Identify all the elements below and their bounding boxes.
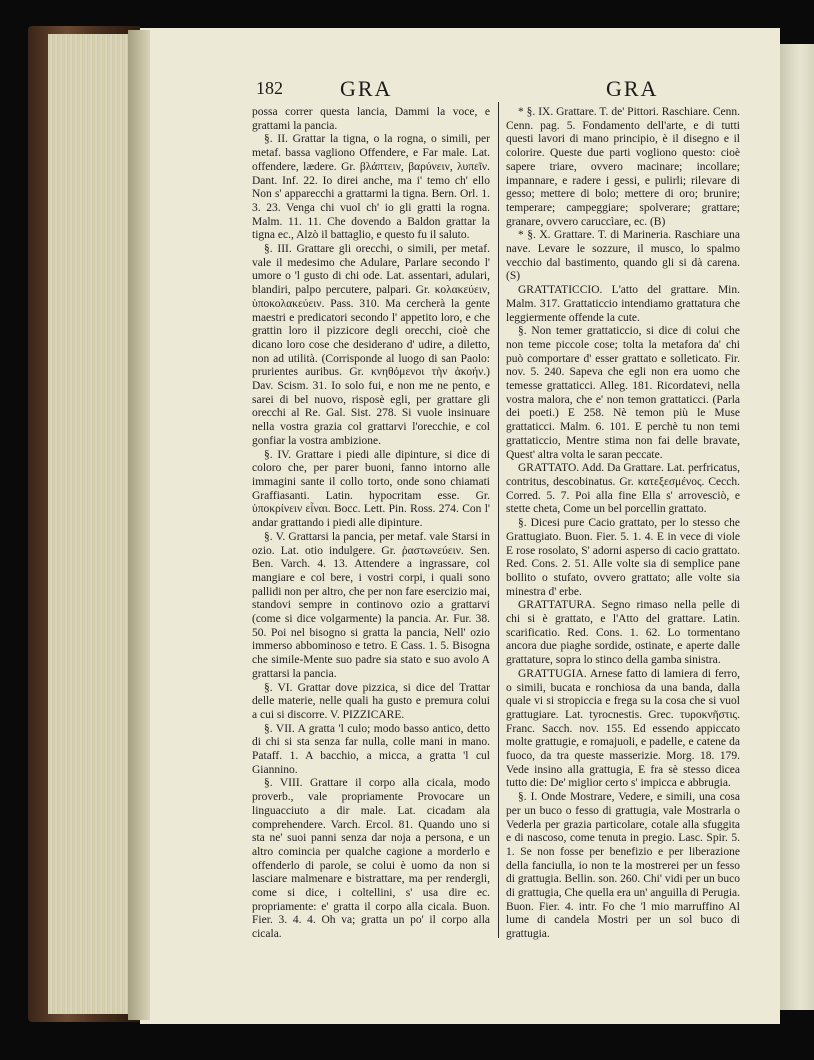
paragraph: §. IV. Grattare i piedi alle dipinture, si dice di coloro che, per parer buoni, fanno intorno alle immagini sante il collo torto, onde sono chiamati Graffiasanti. Latin. hypocritam esse. Gr. ὑποκρίνειν εἶναι. Bocc. Lett. Pin. Ross. 274. Con l' andar grattando i piedi alle dipinture. <box>252 448 490 530</box>
running-header <box>256 74 659 104</box>
page-number: 182 <box>256 78 283 98</box>
paragraph: §. VII. A gratta 'l culo; modo basso antico, detto di chi si sta senza far nulla, colle mani in mano. Pataff. 1. A bacchio, a micca, a gratta 'l cul Giannino. <box>252 722 490 776</box>
guide-word-right: GRA <box>606 76 659 101</box>
paragraph: * §. X. Grattare. T. di Marineria. Raschiare una nave. Levare le sozzure, il musco, lo spalmo vecchio dal bastimento, quando gli si dà carena. (S) <box>506 229 740 283</box>
paragraph: §. VIII. Grattare il corpo alla cicala, modo proverb., vale propriamente Provocare un linguacciuto a dir male. Lat. cicadam ala comprehendere. Varch. Ercol. 81. Quando uno si sta ne' suoi panni senza dar noja a persona, e un altro comincia per qualche cagione a morderlo e offenderlo di parole, se colui è uomo da non si lasciare malmenare e bistrattare, ma per rendergli, come si dice, i coltellini, s' usa dire ec. propriamente: e' gratta il corpo alla cicala. Buon. Fier. 3. 4. 4. Oh va; gratta un po' il corpo alla cicala. <box>252 777 490 941</box>
book-gutter <box>128 30 150 1020</box>
paragraph: * §. IX. Grattare. T. de' Pittori. Raschiare. Cenn. Cenn. pag. 5. Fondamento dell'arte, e di tutti questi lavori di mano principio, è il disegno e il colorire. Queste due parti vogliono questo: cioè sapere triare, ovvero macinare; incollare; impannare, e radere i gessi, e pulirli; rilevare di gesso; mettere di bolo; mettere di oro; brunire; temperare; campeggiare; spolverare; grattare; granare, ovvero caruccìare, ec. (B) <box>506 106 740 228</box>
paragraph: §. II. Grattar la tigna, o la rogna, o simili, per metaf. bassa vagliono Offendere, e Far male. Lat. offendere, lædere. Gr. βλάπτειν, βαρύνειν, λυπεῖν. Dant. Inf. 22. Io direi anche, ma i' temo ch' ello Non s' apparecchi a grattarmi la tigna. Bern. Orl. 1. 3. 23. Venga chi vuol ch' io gli gratti la rogna. Malm. 11. 11. Che dovendo a Baldon grattar la tigna ec., Alzò il battaglio, e questo fu il saluto. <box>252 133 490 242</box>
guide-word-left: GRA <box>340 76 393 101</box>
paragraph: §. I. Onde Mostrare, Vedere, e simili, una cosa per un buco o fesso di grattugia, vale Mostrarla o Vederla per grazia particolare, cotale alla sfuggita e di nascoso, come tenuta in pregio. Lasc. Spir. 5. 1. Se non fosse per benefizio e per liberazione della fanciulla, io non te la mostrerei per un fesso di grattugia. Bellin. son. 260. Chi' vidi per un buco di grattugia, Che quella era un' anguilla di Perugia. Buon. Fier. 4. intr. Fo che 'l mio marruffino Al lume di candela Mostri per un sol buco di grattugia. <box>506 791 740 941</box>
facing-page-edge <box>780 44 814 1010</box>
paragraph: possa correr questa lancia, Dammi la voce, e grattami la pancia. <box>252 106 490 132</box>
paragraph: GRATTATURA. Segno rimaso nella pelle di chi si è grattato, e l'Atto del grattare. Latin. scarificatio. Red. Cons. 1. 62. Lo tormentano ancora due piaghe sordide, ostinate, e aperte dalle grattature, sopra lo stinco della gamba sinistra. <box>506 599 740 667</box>
paragraph: GRATTUGIA. Arnese fatto di lamiera di ferro, o simili, bucata e ronchiosa da una banda, dalla quale vi si stropiccia e frega su la cosa che si vuol grattugiare. Lat. tyrocnestis. Grec. τυροκνῆστις. Franc. Sacch. nov. 155. Ed essendo appiccato molte grattugie, e romajuoli, e padelle, e catene da fuoco, da tra queste masserizie. Morg. 18. 179. Vede insino alla grattugia, E fra sè stesso dicea tutto die: De' miglior certo s' impicca e abbrugia. <box>506 667 740 790</box>
left-column <box>252 106 490 942</box>
paragraph: GRATTATO. Add. Da Grattare. Lat. perfricatus, contritus, descobinatus. Gr. κατεξεσμένος. Cecch. Corred. 5. 7. Poi alla fine Ella s' arrovesciò, e stette cheta, Come un bel porcellin grattato. <box>506 462 740 516</box>
right-column <box>506 106 740 942</box>
column-divider <box>498 102 499 938</box>
paragraph: §. Dicesi pure Cacio grattato, per lo stesso che Grattugiato. Buon. Fier. 5. 1. 4. E in vece di viole E rose rosolato, S' adorni asperso di cacio grattato. Red. Cons. 2. 51. Alle volte sia di semplice pane bollito o stufato, ovvero grattato; alle volte sia minestra d' erbe. <box>506 517 740 598</box>
paragraph: §. Non temer grattaticcio, si dice di colui che non teme piccole cose; tolta la metafora da' chi può comportare d' esser grattato e solleticato. Fir. nov. 5. 240. Sapeva che egli non era uomo che temesse grattaticci. Alleg. 181. Ricordatevi, nella vostra malora, che e' non temon grattaticci. (Parla dei poeti.) E 258. Nè temon più le Muse grattaticci. Malm. 6. 101. E perchè tu non temi grattaticcio, Mentre stima non fai delle bravate, Quest' altra volta le saran peccate. <box>506 325 740 461</box>
paragraph: §. VI. Grattar dove pizzica, si dice del Trattar delle materie, nelle quali ha gusto e premura colui a cui si discorre. V. PIZZICARE. <box>252 681 490 721</box>
paragraph: §. V. Grattarsi la pancia, per metaf. vale Starsi in ozio. Lat. otio indulgere. Gr. ῥαστωνεύειν. Sen. Ben. Varch. 4. 13. Attendere a ingrassare, col mangiare e col bere, i vostri corpi, i quali sono pallidi non per altro, che per non fare esercizio mai, standovi sempre in continovo ozio a grattarvi (come si dice volgarmente) la pancia. Ar. Fur. 38. 50. Poi nel bisogno si gratta la pancia, Nell' ozio immerso abbominoso e tetro. E Cass. 1. 5. Bisogna che simile-Mente suo padre sia stato e suo avolo A grattarsi la pancia. <box>252 530 490 680</box>
paragraph: GRATTATICCIO. L'atto del grattare. Min. Malm. 317. Grattaticcio intendiamo grattatura che leggiermente offende la cute. <box>506 284 740 324</box>
paragraph: §. III. Grattare gli orecchi, o simili, per metaf. vale il medesimo che Adulare, Parlare secondo l' umore o 'l gusto di chi ode. Lat. assentari, adulari, blandiri, palpo percutere, palpari. Gr. κολακεύειν, ὑποκολακεύειν. Pass. 310. Ma cercherà la gente maestri e predicatori secondo l' appetito loro, e che grattin loro il pizzicore degli orecchi, cioè che dicano loro cose che desiderano d' udire, a diletto, non ad utilità. (Corrisponde al luogo di san Paolo: prurientes auribus. Gr. κνηθόμενοι τὴν ἀκοήν.) Dav. Scism. 31. Io solo fui, e non me ne pento, e sarei di bel nuovo, risposè egli, per grattare gli orecchi al Re. Gal. Sist. 278. Si vuole insinuare nella vostra grazia col grattarvi l'orecchie, e col gonfiar la vostra ambizione. <box>252 243 490 447</box>
page-edges <box>48 34 140 1014</box>
